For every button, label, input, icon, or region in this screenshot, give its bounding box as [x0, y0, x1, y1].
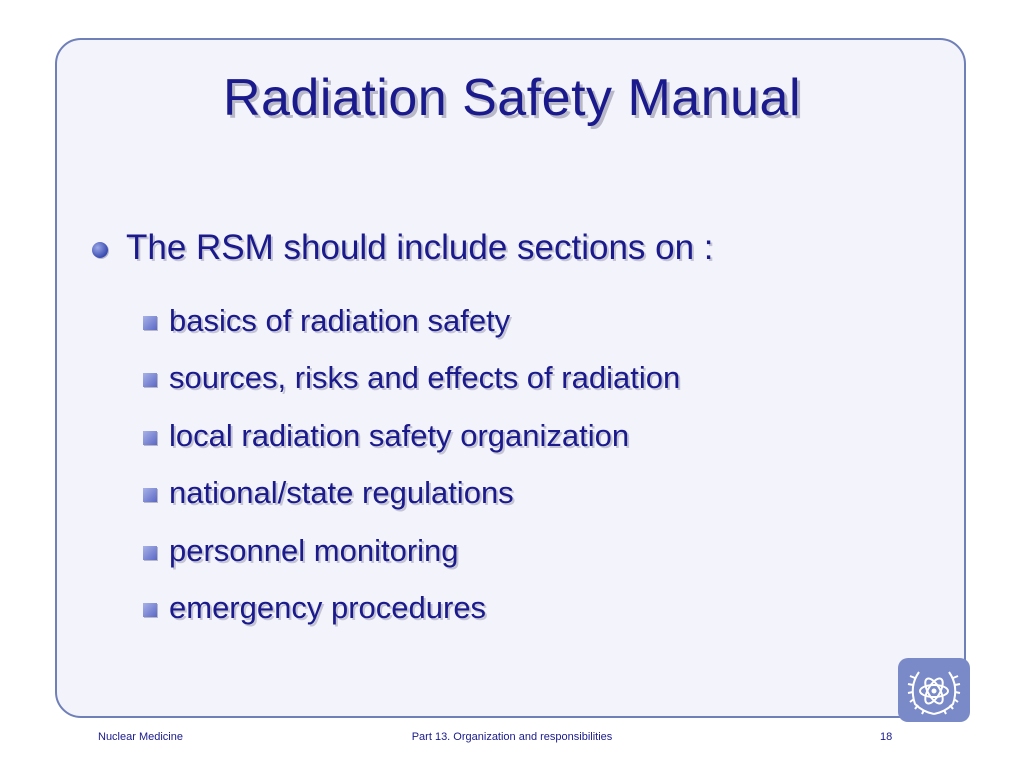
- square-bullet-icon: [143, 488, 157, 502]
- round-bullet-icon: [92, 242, 108, 258]
- list-item-text: sources, risks and effects of radiation: [169, 360, 681, 396]
- sub-bullet-list: [143, 292, 680, 637]
- list-item-text: national/state regulations: [169, 475, 514, 511]
- list-item: [143, 292, 680, 350]
- square-bullet-icon: [143, 546, 157, 560]
- page-number: 18: [880, 731, 893, 743]
- slide-title: Radiation Safety Manual: [222, 69, 802, 127]
- square-bullet-icon: [143, 603, 157, 617]
- list-item-text: emergency procedures: [169, 590, 487, 626]
- list-item-text: personnel monitoring: [169, 532, 459, 568]
- square-bullet-icon: [143, 431, 157, 445]
- list-item: [143, 580, 680, 638]
- main-bullet: [92, 228, 714, 268]
- iaea-atom-laurel-icon: [903, 662, 965, 718]
- list-item: [143, 465, 680, 523]
- main-bullet-text: The RSM should include sections on :: [126, 228, 714, 267]
- footer-course-title: Nuclear Medicine: [98, 731, 183, 743]
- footer-section-title: Part 13. Organization and responsibilities: [411, 731, 613, 743]
- list-item-text: local radiation safety organization: [169, 417, 630, 453]
- square-bullet-icon: [143, 373, 157, 387]
- list-item: [143, 350, 680, 408]
- list-item-text: basics of radiation safety: [169, 302, 511, 338]
- square-bullet-icon: [143, 316, 157, 330]
- list-item: [143, 407, 680, 465]
- iaea-logo: [898, 658, 970, 722]
- list-item: [143, 522, 680, 580]
